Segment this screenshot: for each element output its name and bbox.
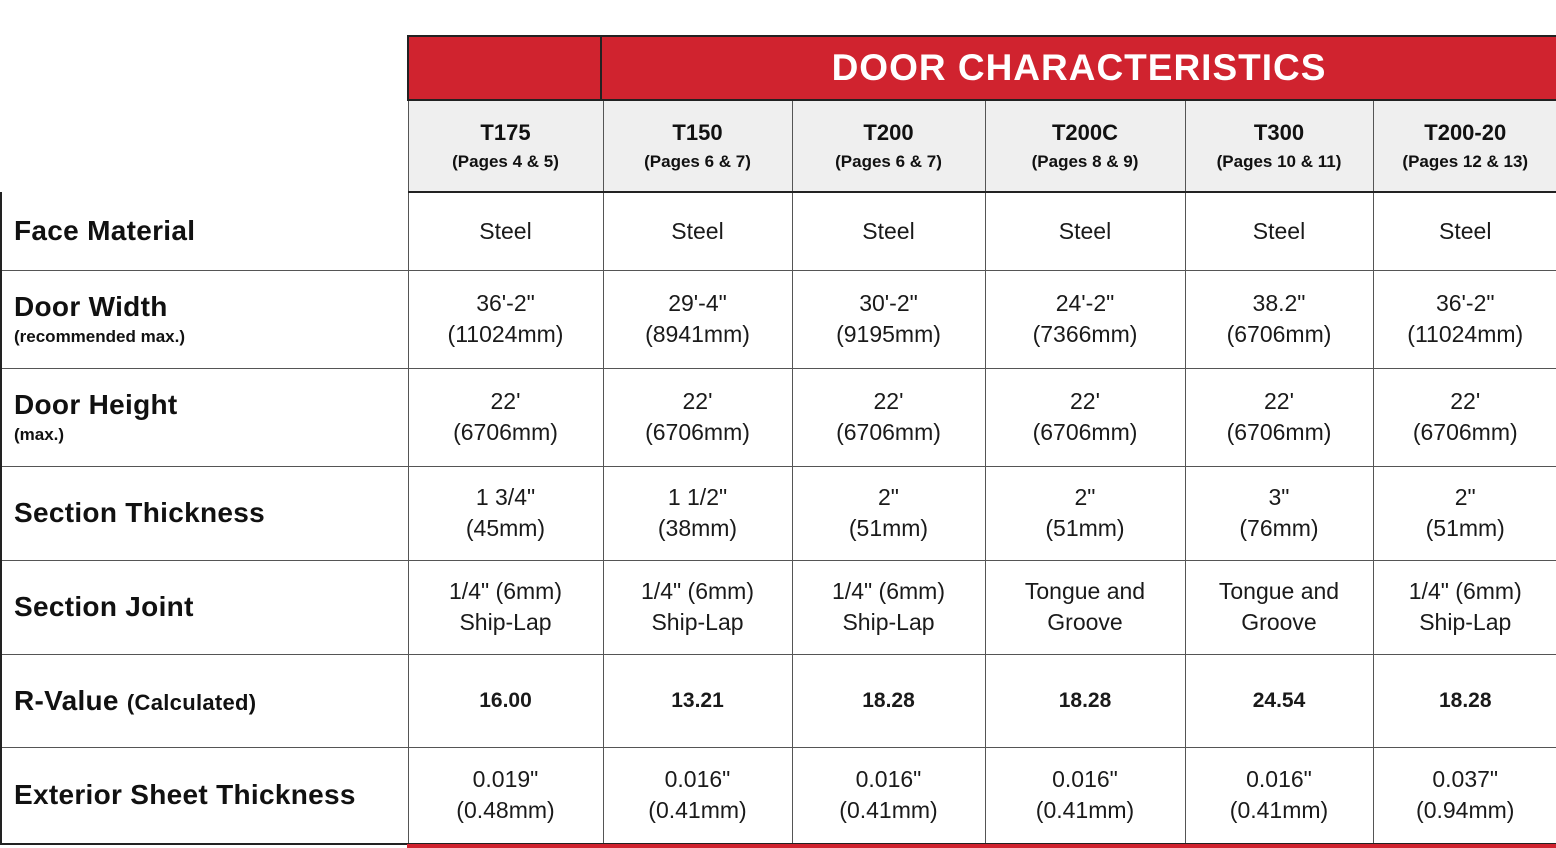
cell-value: (6706mm) <box>1226 419 1332 445</box>
cell-value: Steel <box>862 217 915 244</box>
table-cell <box>408 270 603 368</box>
table-cell <box>603 654 792 747</box>
cell-value: 18.28 <box>1058 689 1112 712</box>
row-label-note: (max.) <box>14 425 65 444</box>
cell-value: (51mm) <box>848 515 929 541</box>
table-cell <box>408 368 603 466</box>
table-cell <box>603 192 792 270</box>
table-cell <box>1373 560 1556 654</box>
table-cell <box>792 270 985 368</box>
row-label-main <box>14 497 408 529</box>
table-cell <box>408 654 603 747</box>
model-name: T150 <box>672 120 723 145</box>
cell-value: 16.00 <box>479 689 532 712</box>
table-cell <box>1373 368 1556 466</box>
table-title-bar <box>407 35 1556 101</box>
cell-value: 18.28 <box>1438 689 1492 712</box>
column-header-t300 <box>1185 101 1373 192</box>
cell-value: Tongue and <box>1024 578 1146 604</box>
cell-value: Tongue and <box>1218 578 1340 604</box>
column-header-t200c <box>985 101 1185 192</box>
table-cell <box>1373 270 1556 368</box>
cell-value: (38mm) <box>657 515 738 541</box>
table-cell <box>792 747 985 844</box>
table-cell <box>985 747 1185 844</box>
row-label <box>1 560 408 654</box>
cell-value: (0.41mm) <box>1035 797 1135 824</box>
table-cell <box>603 270 792 368</box>
cell-value: Ship-Lap <box>842 609 935 635</box>
row-label-text: Door Height <box>14 389 178 420</box>
table-cell <box>985 368 1185 466</box>
cell-value: 1/4" (6mm) <box>1408 578 1522 604</box>
cell-value: 2" <box>1074 484 1096 510</box>
table-row <box>1 747 1556 844</box>
table-cell <box>985 560 1185 654</box>
table-cell <box>408 466 603 560</box>
cell-value: Steel <box>1058 217 1112 244</box>
table-cell <box>985 270 1185 368</box>
table-cell <box>408 747 603 844</box>
cell-value: 22' <box>682 388 713 414</box>
model-pages: (Pages 6 & 7) <box>644 152 751 171</box>
row-label-qualifier: (Calculated) <box>126 689 257 715</box>
model-name: T200 <box>863 120 914 145</box>
cell-value: Ship-Lap <box>1419 609 1512 635</box>
cell-value: 0.016" <box>855 766 922 793</box>
cell-value: Steel <box>1439 217 1492 244</box>
table-cell <box>1185 560 1373 654</box>
cell-value: (8941mm) <box>645 321 750 347</box>
cell-value: 36'-2" <box>1435 290 1495 316</box>
cell-value: Groove <box>1241 609 1317 635</box>
model-pages: (Pages 12 & 13) <box>1402 152 1529 171</box>
cell-value: (76mm) <box>1239 515 1319 541</box>
cell-value: (45mm) <box>465 515 546 541</box>
cell-value: 2" <box>1454 484 1476 510</box>
cell-value: 38.2" <box>1252 290 1306 316</box>
cell-value: (6706mm) <box>1412 419 1518 445</box>
cell-value: 24'-2" <box>1055 290 1115 316</box>
row-label-text: Door Width <box>14 291 168 322</box>
cell-value: (0.94mm) <box>1416 797 1515 824</box>
model-name: T175 <box>480 120 531 145</box>
row-label <box>1 466 408 560</box>
cell-value: (6706mm) <box>453 419 558 445</box>
cell-value: 0.037" <box>1432 766 1499 793</box>
cell-value: Ship-Lap <box>651 609 744 635</box>
row-label-main <box>14 291 408 323</box>
table-cell <box>792 466 985 560</box>
cell-value: 22' <box>1450 388 1481 414</box>
cell-value: 1/4" (6mm) <box>832 578 945 604</box>
table-cell <box>1373 192 1556 270</box>
cell-value: 13.21 <box>671 689 724 712</box>
cell-value: Ship-Lap <box>459 609 552 635</box>
row-label <box>1 192 408 270</box>
cell-value: (11024mm) <box>447 321 564 347</box>
cell-value: 1 3/4" <box>475 484 536 510</box>
cell-value: 0.016" <box>1246 766 1312 793</box>
cell-value: 30'-2" <box>859 290 918 316</box>
table-row <box>1 466 1556 560</box>
table-cell <box>792 560 985 654</box>
table-title: DOOR CHARACTERISTICS <box>831 47 1327 88</box>
table-cell <box>792 654 985 747</box>
model-pages: (Pages 10 & 11) <box>1216 152 1342 171</box>
model-name: T200-20 <box>1424 120 1507 145</box>
table-cell <box>603 368 792 466</box>
table-cell <box>408 560 603 654</box>
cell-value: (6706mm) <box>1226 321 1332 347</box>
table-cell <box>985 654 1185 747</box>
table-cell <box>603 466 792 560</box>
table-cell <box>1185 270 1373 368</box>
row-label <box>1 270 408 368</box>
row-label-text: Section Thickness <box>14 497 265 528</box>
cell-value: 22' <box>1070 388 1100 414</box>
cell-value: 0.016" <box>664 766 731 793</box>
bottom-red-rule <box>407 844 1556 848</box>
cell-value: (9195mm) <box>836 321 941 347</box>
table-body <box>1 192 1556 844</box>
row-label-note: (recommended max.) <box>14 327 185 346</box>
table-cell <box>792 368 985 466</box>
cell-value: 18.28 <box>862 689 915 712</box>
cell-value: (6706mm) <box>1032 419 1138 445</box>
column-header-t200-20 <box>1373 101 1556 192</box>
row-label-main <box>14 591 408 623</box>
cell-value: 36'-2" <box>476 290 535 316</box>
table-row <box>1 368 1556 466</box>
cell-value: Steel <box>671 217 724 244</box>
table-cell <box>985 192 1185 270</box>
title-bar-blank-cell <box>407 37 602 99</box>
row-label-main <box>14 215 408 247</box>
model-name: T200C <box>1051 120 1119 145</box>
table-cell <box>1185 368 1373 466</box>
row-label-main <box>14 685 408 717</box>
cell-value: (51mm) <box>1425 515 1505 541</box>
column-header-row <box>1 101 1556 192</box>
cell-value: (0.41mm) <box>839 797 938 824</box>
model-pages: (Pages 4 & 5) <box>452 152 559 171</box>
cell-value: 3" <box>1268 484 1290 510</box>
cell-value: 22' <box>873 388 904 414</box>
cell-value: Steel <box>479 217 532 244</box>
cell-value: (0.41mm) <box>648 797 747 824</box>
cell-value: 1/4" (6mm) <box>449 578 562 604</box>
cell-value: 22' <box>490 388 521 414</box>
table-cell <box>1185 192 1373 270</box>
cell-value: 0.019" <box>472 766 539 793</box>
table-cell <box>408 192 603 270</box>
row-label-text: Face Material <box>14 214 196 246</box>
row-label-text: R-Value <box>14 684 119 716</box>
table-row <box>1 192 1556 270</box>
door-characteristics-table <box>0 101 1556 845</box>
row-label-main <box>14 779 408 811</box>
cell-value: (51mm) <box>1045 515 1125 541</box>
table-cell <box>985 466 1185 560</box>
cell-value: 22' <box>1264 388 1294 414</box>
cell-value: 24.54 <box>1252 689 1306 712</box>
cell-value: 2" <box>878 484 899 510</box>
table-cell <box>603 747 792 844</box>
table-cell <box>1185 466 1373 560</box>
model-name: T300 <box>1253 120 1305 145</box>
column-header-t200 <box>792 101 985 192</box>
table-row <box>1 560 1556 654</box>
cell-value: (11024mm) <box>1407 321 1524 347</box>
cell-value: Groove <box>1047 609 1123 635</box>
table-cell <box>1185 747 1373 844</box>
cell-value: (7366mm) <box>1032 321 1138 347</box>
column-header-t175 <box>408 101 603 192</box>
cell-value: Steel <box>1252 217 1306 244</box>
cell-value: 1 1/2" <box>667 484 728 510</box>
model-pages: (Pages 6 & 7) <box>835 152 942 171</box>
cell-value: (6706mm) <box>645 419 750 445</box>
row-label-text: Section Joint <box>14 591 194 622</box>
model-pages: (Pages 8 & 9) <box>1031 152 1139 171</box>
table-cell <box>1185 654 1373 747</box>
row-label <box>1 368 408 466</box>
table-row <box>1 270 1556 368</box>
column-header-t150 <box>603 101 792 192</box>
cell-value: (0.41mm) <box>1229 797 1329 824</box>
table-cell <box>603 560 792 654</box>
row-label-main <box>14 389 408 421</box>
table-cell <box>1373 747 1556 844</box>
cell-value: (0.48mm) <box>456 797 555 824</box>
corner-blank <box>1 101 408 192</box>
cell-value: 29'-4" <box>668 290 727 316</box>
row-label <box>1 747 408 844</box>
table-cell <box>1373 654 1556 747</box>
cell-value: 0.016" <box>1052 766 1118 793</box>
cell-value: 1/4" (6mm) <box>641 578 754 604</box>
table-row <box>1 654 1556 747</box>
cell-value: (6706mm) <box>836 419 941 445</box>
table-cell <box>1373 466 1556 560</box>
row-label-text: Exterior Sheet Thickness <box>14 779 356 811</box>
table-cell <box>792 192 985 270</box>
row-label <box>1 654 408 747</box>
